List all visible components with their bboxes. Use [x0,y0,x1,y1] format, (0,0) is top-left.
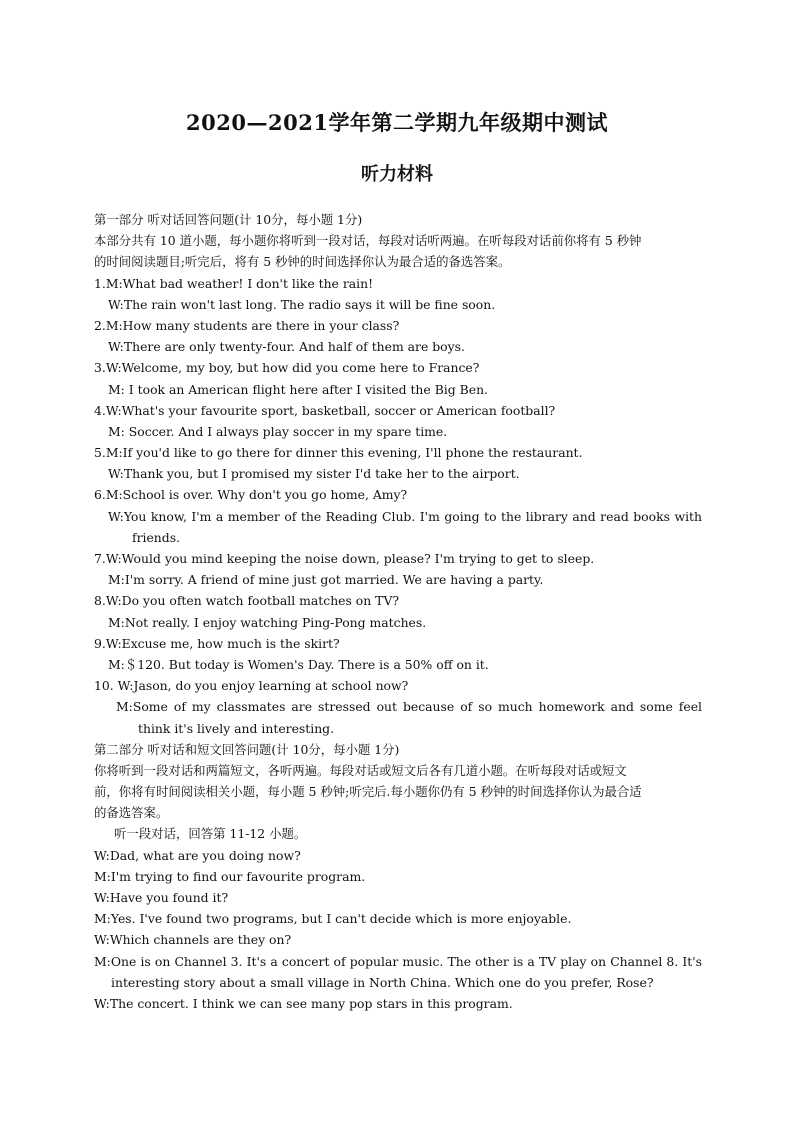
dialogue-8-answer: M:Not really. I enjoy watching Ping-Pong matches. [108,614,427,630]
dialogue-9-answer: M:＄120. But today is Women's Day. There is a 50% off on it. [108,656,489,672]
conversation-line: M:Yes. I've found two programs, but I can't decide which is more enjoyable. [94,911,572,927]
dialogue-6-question: 6.M:School is over. Why don't you go home, Amy? [94,487,408,503]
part2-intro-line: 的备选答案。 [94,805,169,821]
dialogue-3-answer: M: I took an American flight here after I visited the Big Ben. [108,381,488,397]
part1-intro-line: 的时间阅读题目;听完后，将有 5 秒钟的时间选择你认为最合适的备选答案。 [94,254,511,270]
dialogue-10-question: 10. W:Jason, do you enjoy learning at school now? [94,678,409,694]
part1-intro-line: 本部分共有 10 道小题，每小题你将听到一段对话，每段对话听两遍。在听每段对话前你将有 5 秒钟 [94,233,642,249]
dialogue-8-question: 8.W:Do you often watch football matches on TV? [94,593,400,609]
conversation-line: W:Dad, what are you doing now? [94,847,301,863]
dialogue-5-question: 5.M:If you'd like to go there for dinner this evening, I'll phone the restaurant. [94,445,583,461]
conversation-line: M:One is on Channel 3. It's a concert of popular music. The other is a TV play on Channel 8. It's [94,953,702,969]
document-title: 2020—2021学年第二学期九年级期中测试 [186,110,608,135]
dialogue-5-answer: W:Thank you, but I promised my sister I'd take her to the airport. [108,466,520,482]
dialogue-1-question: 1.M:What bad weather! I don't like the rain! [94,275,374,291]
document-body [94,209,702,1014]
dialogue-10-answer: M:Some of my classmates are stressed out because of so much homework and some feel [116,699,702,715]
dialogue-1-answer: W:The rain won't last long. The radio says it will be fine soon. [108,296,496,312]
part2-intro-line: 前，你将有时间阅读相关小题，每小题 5 秒钟;听完后.每小题你仍有 5 秒钟的时间选择你认为最合适 [94,784,642,800]
dialogue-3-question: 3.W:Welcome, my boy, but how did you come here to France? [94,360,480,376]
dialogue-2-answer: W:There are only twenty-four. And half of them are boys. [108,339,465,355]
conversation-line: M:I'm trying to find our favourite program. [94,868,366,884]
dialogue-6-answer-continued: friends. [132,529,181,545]
part2-instruction: 听一段对话，回答第 11-12 小题。 [114,826,307,842]
dialogue-6-answer: W:You know, I'm a member of the Reading Club. I'm going to the library and read books with [108,508,702,524]
dialogue-7-answer: M:I'm sorry. A friend of mine just got married. We are having a party. [108,572,544,588]
dialogue-2-question: 2.M:How many students are there in your class? [94,317,400,333]
dialogue-4-question: 4.W:What's your favourite sport, basketball, soccer or American football? [94,402,556,418]
part2-intro-line: 你将听到一段对话和两篇短文，各听两遍。每段对话或短文后各有几道小题。在听每段对话或短文 [94,762,627,778]
conversation-line-continued: interesting story about a small village in North China. Which one do you prefer, Rose? [111,974,654,990]
dialogue-10-answer-continued: think it's lively and interesting. [138,720,335,736]
document-subtitle: 听力材料 [361,164,433,185]
part1-heading: 第一部分 听对话回答问题(计 10分，每小题 1分) [94,212,363,227]
dialogue-7-question: 7.W:Would you mind keeping the noise down, please? I'm trying to get to sleep. [94,551,595,566]
dialogue-4-answer: M: Soccer. And I always play soccer in my spare time. [108,423,448,439]
conversation-line: W:The concert. I think we can see many pop stars in this program. [94,995,513,1011]
conversation-line: W:Have you found it? [94,890,229,905]
conversation-line: W:Which channels are they on? [94,932,292,948]
part2-heading: 第二部分 听对话和短文回答问题(计 10分，每小题 1分) [94,741,400,757]
dialogue-9-question: 9.W:Excuse me, how much is the skirt? [94,635,340,651]
